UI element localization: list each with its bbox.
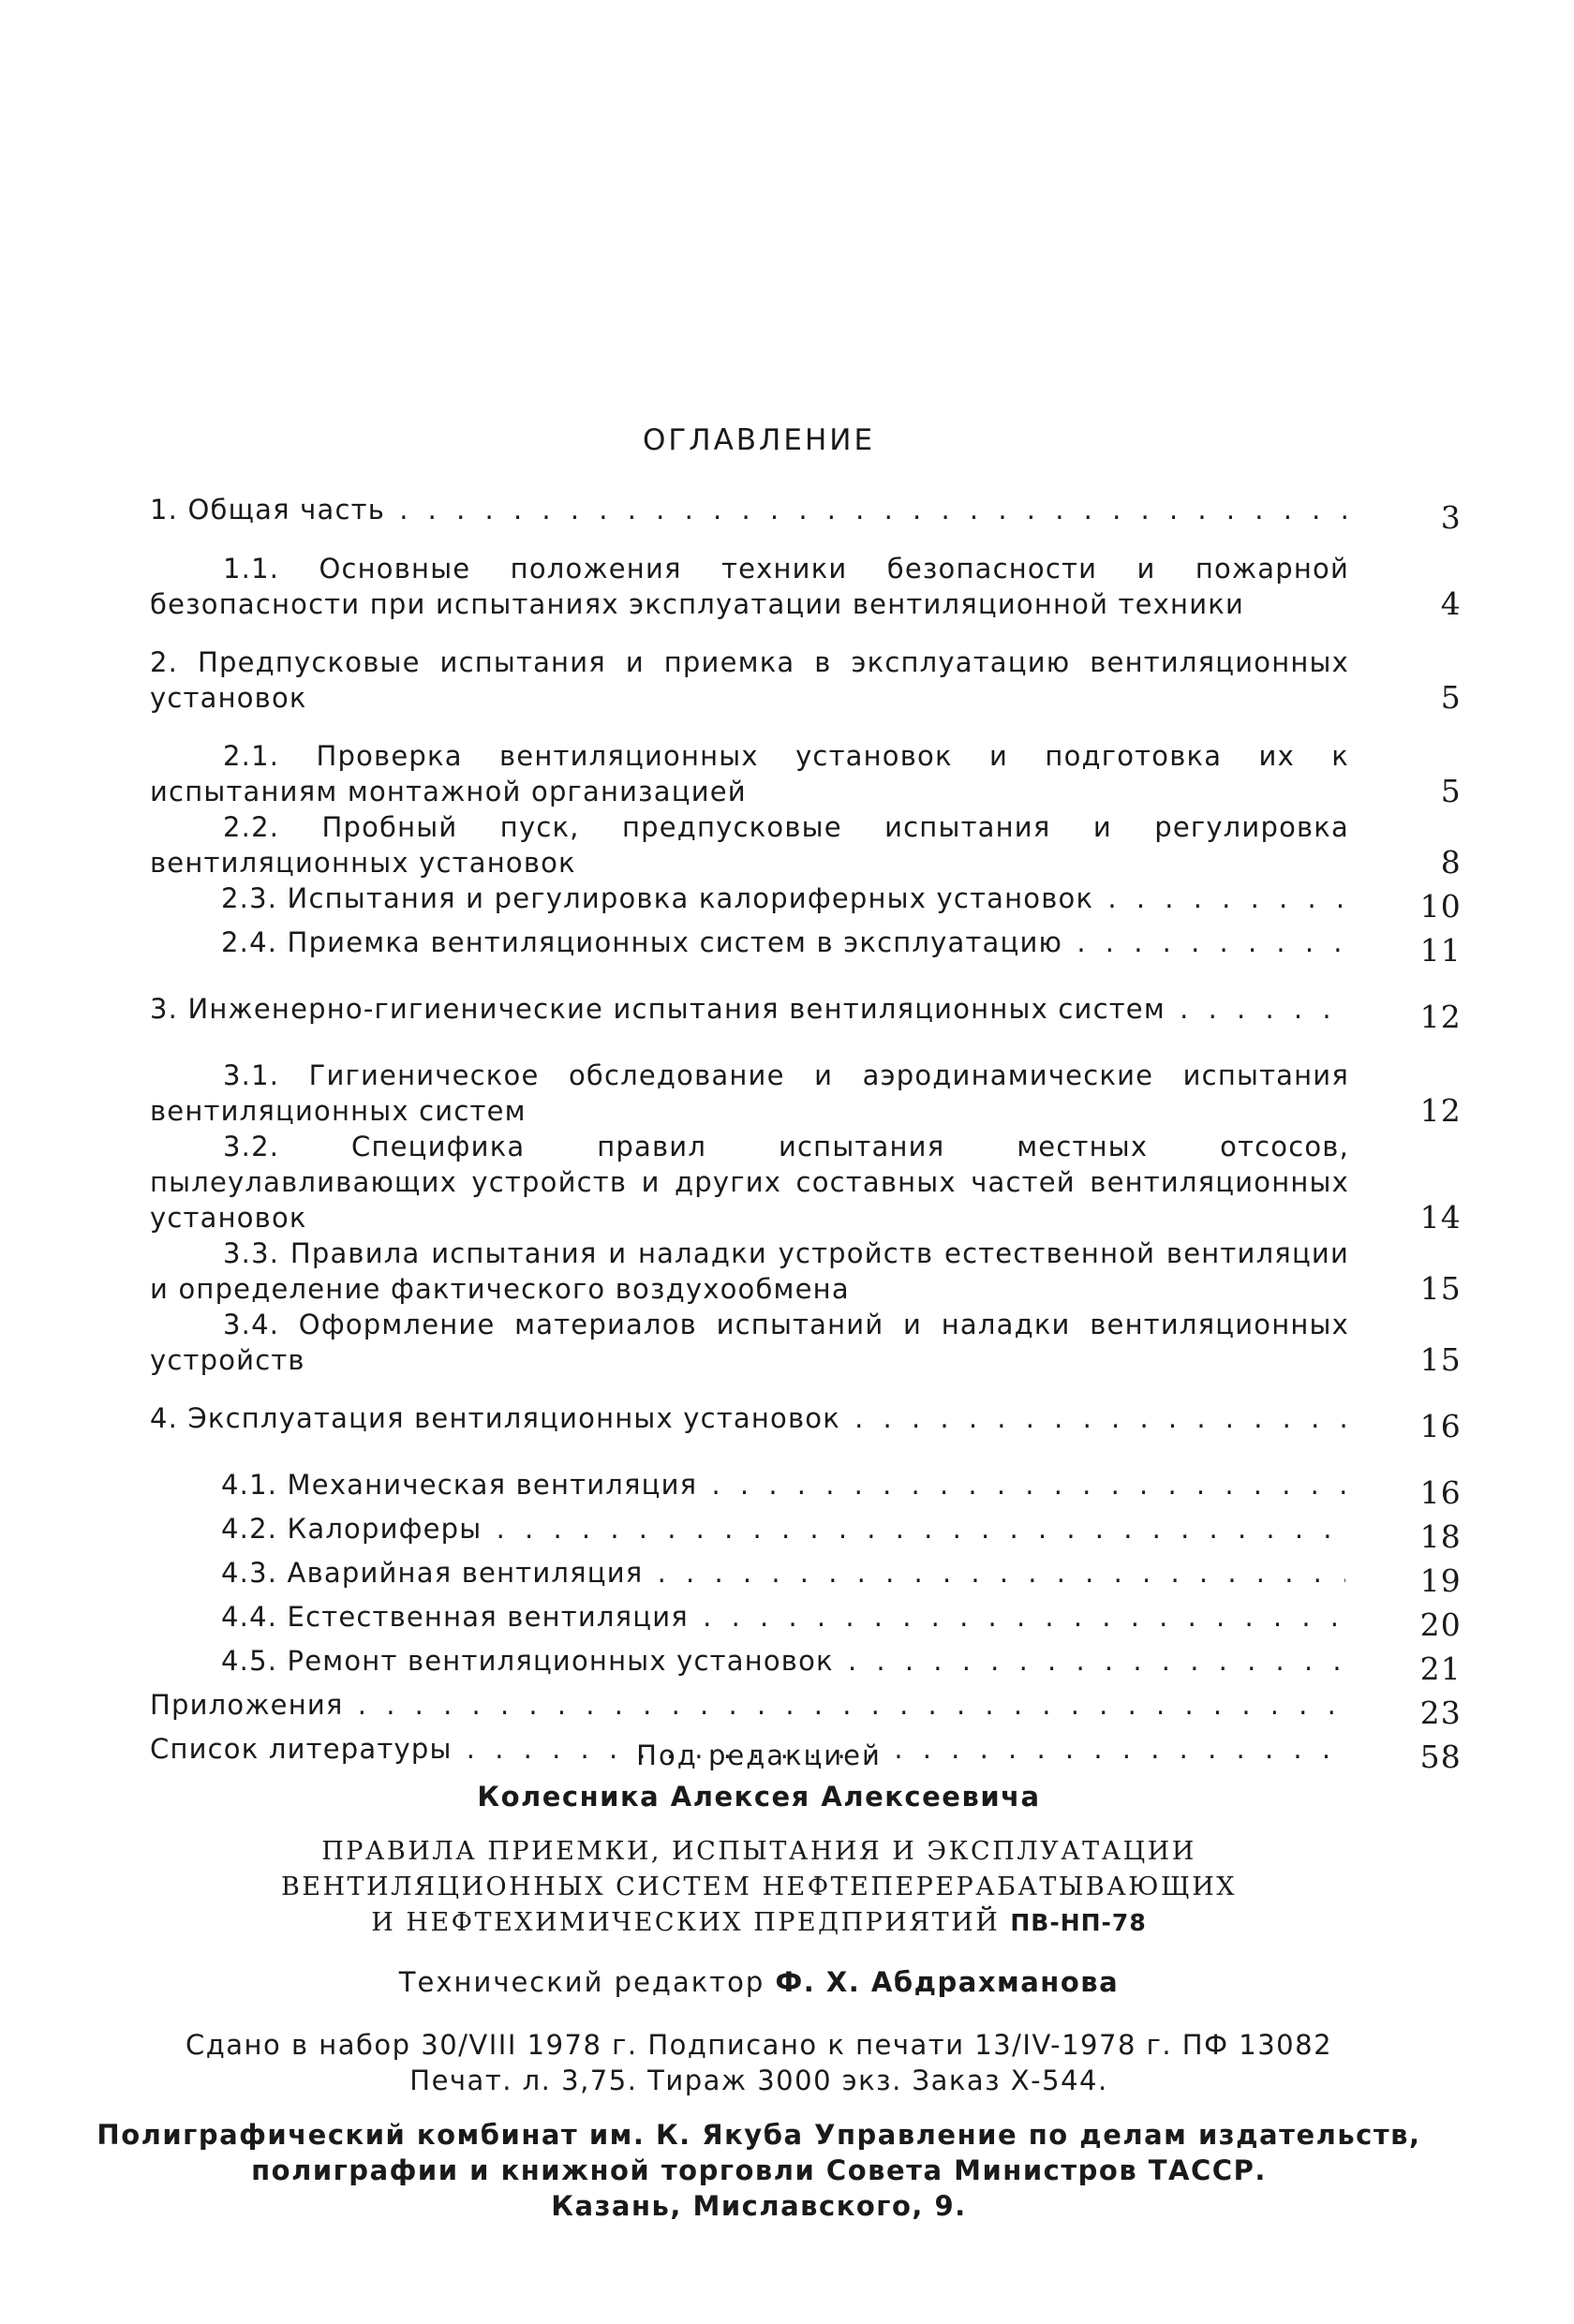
- toc-entry-page: 8: [1440, 844, 1462, 881]
- toc-entry-text: 2.1. Проверка вентиляционных установок и подготовка их к испытаниям монтажной организацией: [150, 740, 1349, 807]
- toc-entry-page: 5: [1440, 773, 1462, 809]
- editor-name: Колесника Алексея Алексеевича: [477, 1781, 1041, 1813]
- toc-entry: [150, 492, 1462, 536]
- book-code: ПВ-НП-78: [1010, 1909, 1147, 1936]
- tech-editor-label: Технический редактор: [398, 1966, 765, 1998]
- toc-entry-text: 2.4. Приемка вентиляционных систем в эксплуатацию . .: [221, 925, 1345, 960]
- toc-entry-text: 4.5. Ремонт вентиляционных установок . .: [221, 1643, 1345, 1679]
- toc-entry: [150, 1129, 1462, 1236]
- toc-entry: [150, 644, 1462, 716]
- toc-entry: [150, 1058, 1462, 1129]
- toc-entry-text: 4.4. Естественная вентиляция . .: [221, 1599, 1345, 1635]
- toc-entry-page: 20: [1419, 1606, 1462, 1643]
- book-title-line: ПРАВИЛА ПРИЕМКИ, ИСПЫТАНИЯ И ЭКСПЛУАТАЦИИ: [321, 1837, 1196, 1866]
- toc-entry-text: 3. Инженерно-гигиенические испытания вентиляционных систем . .: [150, 991, 1349, 1027]
- toc-entry-page: 16: [1419, 1474, 1462, 1511]
- toc-entry: [150, 1643, 1462, 1687]
- toc-entry: [150, 809, 1462, 881]
- toc-entry-text: 4.3. Аварийная вентиляция . .: [221, 1555, 1345, 1591]
- toc-entry-page: 18: [1419, 1518, 1462, 1555]
- toc-entry-text: 3.3. Правила испытания и наладки устройств естественной вентиляции и определение фактического воздухообмена: [150, 1237, 1349, 1305]
- toc-entry-page: 16: [1419, 1408, 1462, 1444]
- printer-line: Полиграфический комбинат им. К. Якуба Управление по делам издательств,: [97, 2119, 1421, 2151]
- tech-editor: [0, 1961, 1518, 2003]
- production-line: Сдано в набор 30/VIII 1978 г. Подписано к печати 13/IV-1978 г. ПФ 13082: [185, 2029, 1333, 2061]
- toc-entry-text: 3.4. Оформление материалов испытаний и наладки вентиляционных устройств: [150, 1309, 1349, 1376]
- printer-line: полиграфии и книжной торговли Совета Министров ТАССР.: [251, 2154, 1267, 2186]
- toc-entry-page: 23: [1419, 1695, 1462, 1731]
- toc-entry-page: 19: [1419, 1562, 1462, 1599]
- toc-entry-text: 2.2. Пробный пуск, предпусковые испытания и регулировка вентиляционных установок: [150, 811, 1349, 879]
- toc-entry-page: 12: [1419, 999, 1462, 1035]
- toc-entry: [150, 991, 1462, 1035]
- toc-entry: [150, 881, 1462, 925]
- toc-entry: [150, 1236, 1462, 1307]
- toc-entry-text: 3.2. Специфика правил испытания местных отсосов, пылеулавливающих устройств и других составных частей вентиляционных установок: [150, 1131, 1349, 1234]
- toc-entry-page: 5: [1440, 679, 1462, 716]
- toc-entry: [150, 1687, 1462, 1731]
- toc-entry: [150, 925, 1462, 969]
- toc-entry-page: 3: [1440, 499, 1462, 536]
- book-title-line-last: [0, 1905, 1518, 1941]
- toc-entry-text: 3.1. Гигиеническое обследование и аэродинамические испытания вентиляционных систем: [150, 1059, 1349, 1127]
- table-of-contents: [150, 492, 1462, 1775]
- toc-entry: [150, 1400, 1462, 1444]
- printer-address: Казань, Миславского, 9.: [551, 2190, 967, 2222]
- toc-entry-text: 4.2. Калориферы . .: [221, 1511, 1345, 1547]
- book-title-line: ВЕНТИЛЯЦИОННЫХ СИСТЕМ НЕФТЕПЕРЕРАБАТЫВАЮЩИХ: [280, 1873, 1238, 1902]
- toc-entry: [150, 1555, 1462, 1599]
- toc-entry: [150, 1307, 1462, 1378]
- toc-entry-text: 2.3. Испытания и регулировка калориферных установок . .: [221, 881, 1345, 916]
- toc-entry-text: 4. Эксплуатация вентиляционных установок . .: [150, 1400, 1349, 1436]
- toc-entry-page: 15: [1419, 1341, 1462, 1378]
- toc-entry-page: 10: [1419, 888, 1462, 925]
- toc-entry: [150, 1467, 1462, 1511]
- toc-entry-page: 12: [1419, 1092, 1462, 1129]
- toc-title: ОГЛАВЛЕНИЕ: [642, 423, 876, 457]
- toc-entry-page: 21: [1419, 1650, 1462, 1687]
- toc-entry-text: 4.1. Механическая вентиляция . .: [221, 1467, 1345, 1502]
- toc-entry: [150, 551, 1462, 622]
- toc-entry-page: 58: [1419, 1739, 1462, 1775]
- toc-entry: [150, 1599, 1462, 1643]
- toc-entry-text: 2. Предпусковые испытания и приемка в эксплуатацию вентиляционных установок: [150, 646, 1349, 714]
- toc-entry-text: Список литературы . .: [150, 1731, 1349, 1767]
- toc-entry-text: Приложения . .: [150, 1687, 1349, 1723]
- toc-entry-text: 1.1. Основные положения техники безопасности и пожарной безопасности при испытаниях эксплуатации вентиляционной техники: [150, 553, 1349, 620]
- toc-entry: [150, 738, 1462, 809]
- toc-entry-page: 14: [1419, 1199, 1462, 1236]
- toc-entry-page: 11: [1419, 932, 1462, 969]
- imprint: [0, 1735, 1518, 2224]
- editor-label: Под редакцией: [636, 1739, 882, 1771]
- toc-entry-page: 4: [1440, 585, 1462, 622]
- production-line: Печат. л. 3,75. Тираж 3000 экз. Заказ Х-544.: [409, 2065, 1108, 2096]
- book-title-text: И НЕФТЕХИМИЧЕСКИХ ПРЕДПРИЯТИЙ: [371, 1908, 1001, 1937]
- toc-entry-page: 15: [1419, 1270, 1462, 1307]
- toc-entry-text: 1. Общая часть . .: [150, 492, 1349, 527]
- tech-editor-name: Ф. Х. Абдрахманова: [775, 1966, 1120, 1998]
- toc-entry: [150, 1511, 1462, 1555]
